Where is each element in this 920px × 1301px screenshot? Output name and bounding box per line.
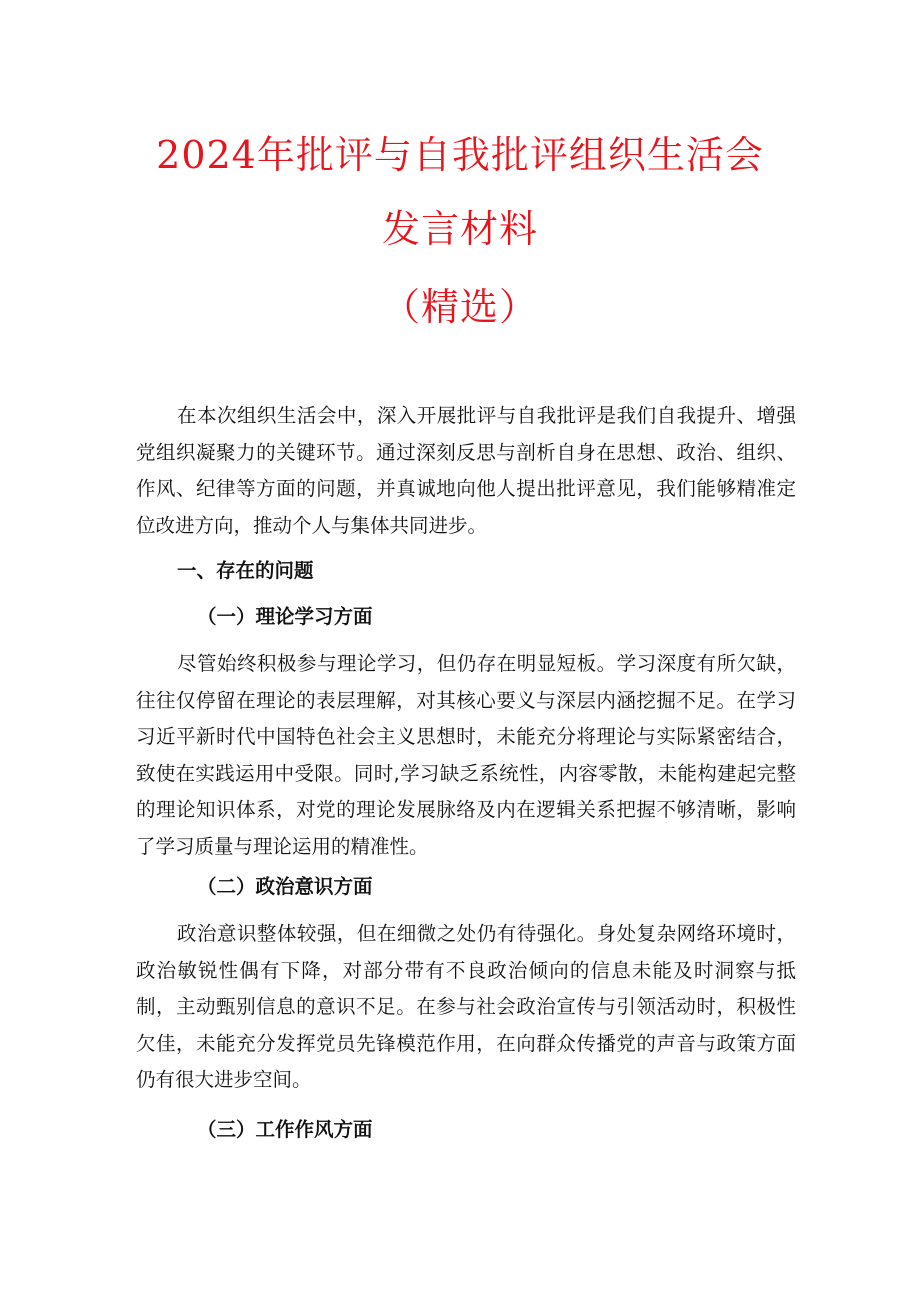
subsection-heading-political: （二）政治意识方面 — [197, 875, 373, 898]
subsection-heading-theory: （一）理论学习方面 — [197, 605, 373, 628]
document-title-line-1: 2024年批评与自我批评组织生活会 — [156, 133, 764, 177]
political-paragraph: 政治意识整体较强，但在细微之处仍有待强化。身处复杂网络环境时，政治敏锐性偶有下降，对部分带有不良政治倾向的信息未能及时洞察与抵制，主动甄别信息的意识不足。在参与社会政治宣传与引领活动时，积极性欠佳，未能充分发挥党员先锋模范作用，在向群众传播党的声音与政策方面仍有很大进步空间。 — [136, 922, 796, 1091]
theory-paragraph: 尽管始终积极参与理论学习，但仍存在明显短板。学习深度有所欠缺，往往仅停留在理论的表层理解，对其核心要义与深层内涵挖掘不足。在学习习近平新时代中国特色社会主义思想时，未能充分将理论与实际紧密结合，致使在实践运用中受限。同时,学习缺乏系统性，内容零散，未能构建起完整的理论知识体系，对党的理论发展脉络及内在逻辑关系把握不够清晰，影响了学习质量与理论运用的精准性。 — [136, 652, 796, 858]
document-title-line-3: （精选） — [381, 285, 538, 329]
intro-paragraph: 在本次组织生活会中，深入开展批评与自我批评是我们自我提升、增强党组织凝聚力的关键环节。通过深刻反思与剖析自身在思想、政治、组织、作风、纪律等方面的问题，并真诚地向他人提出批评意见，我们能够精准定位改进方向，推动个人与集体共同进步。 — [136, 404, 796, 537]
section-heading-problems: 一、存在的问题 — [177, 559, 314, 582]
subsection-heading-work-style: （三）工作作风方面 — [197, 1118, 373, 1141]
document-title-line-2: 发言材料 — [381, 207, 538, 251]
